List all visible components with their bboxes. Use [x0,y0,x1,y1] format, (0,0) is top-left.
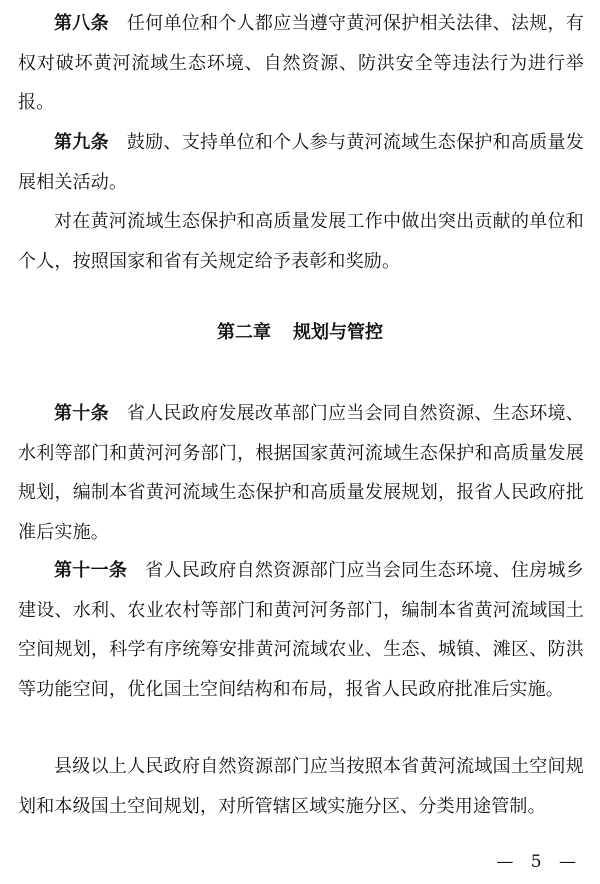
article-9-second-paragraph: 对在黄河流域生态保护和高质量发展工作中做出突出贡献的单位和个人，按照国家和省有关规定给予表彰和奖励。 [18,211,584,272]
chapter-title: 规划与管控 [293,322,383,343]
article-11-paragraph [18,551,584,709]
article-11-text: 省人民政府自然资源部门应当会同生态环境、住房城乡建设、水利、农业农村等部门和黄河河务部门，编制本省黄河流域国土空间规划，科学有序统筹安排黄河流域农业、生态、城镇、滩区、防洪等功能空间，优化国土空间结构和布局，报省人民政府批准后实施。 [18,560,584,700]
article-10-text: 省人民政府发展改革部门应当会同自然资源、生态环境、水利等部门和黄河河务部门，根据国家黄河流域生态保护和高质量发展规划，编制本省黄河流域生态保护和高质量发展规划，报省人民政府批准后实施。 [18,403,584,543]
page-number: — 5 — [496,852,582,872]
article-8-label: 第八条 [54,13,109,34]
article-8-text: 任何单位和个人都应当遵守黄河保护相关法律、法规，有权对破坏黄河流域生态环境、自然资源、防洪安全等违法行为进行举报。 [18,13,584,114]
chapter-heading [0,313,600,353]
article-9-label: 第九条 [54,132,109,153]
article-11-label: 第十一条 [54,560,128,581]
article-10-label: 第十条 [54,403,109,424]
article-11-second-paragraph: 县级以上人民政府自然资源部门应当按照本省黄河流域国土空间规划和本级国土空间规划，对所管辖区域实施分区、分类用途管制。 [18,756,584,817]
article-9-paragraph [18,123,584,202]
article-10-paragraph [18,394,584,552]
chapter-number: 第二章 [217,322,271,343]
article-8-paragraph [18,4,584,123]
article-9-text: 鼓励、支持单位和个人参与黄河流域生态保护和高质量发展相关活动。 [18,132,584,193]
